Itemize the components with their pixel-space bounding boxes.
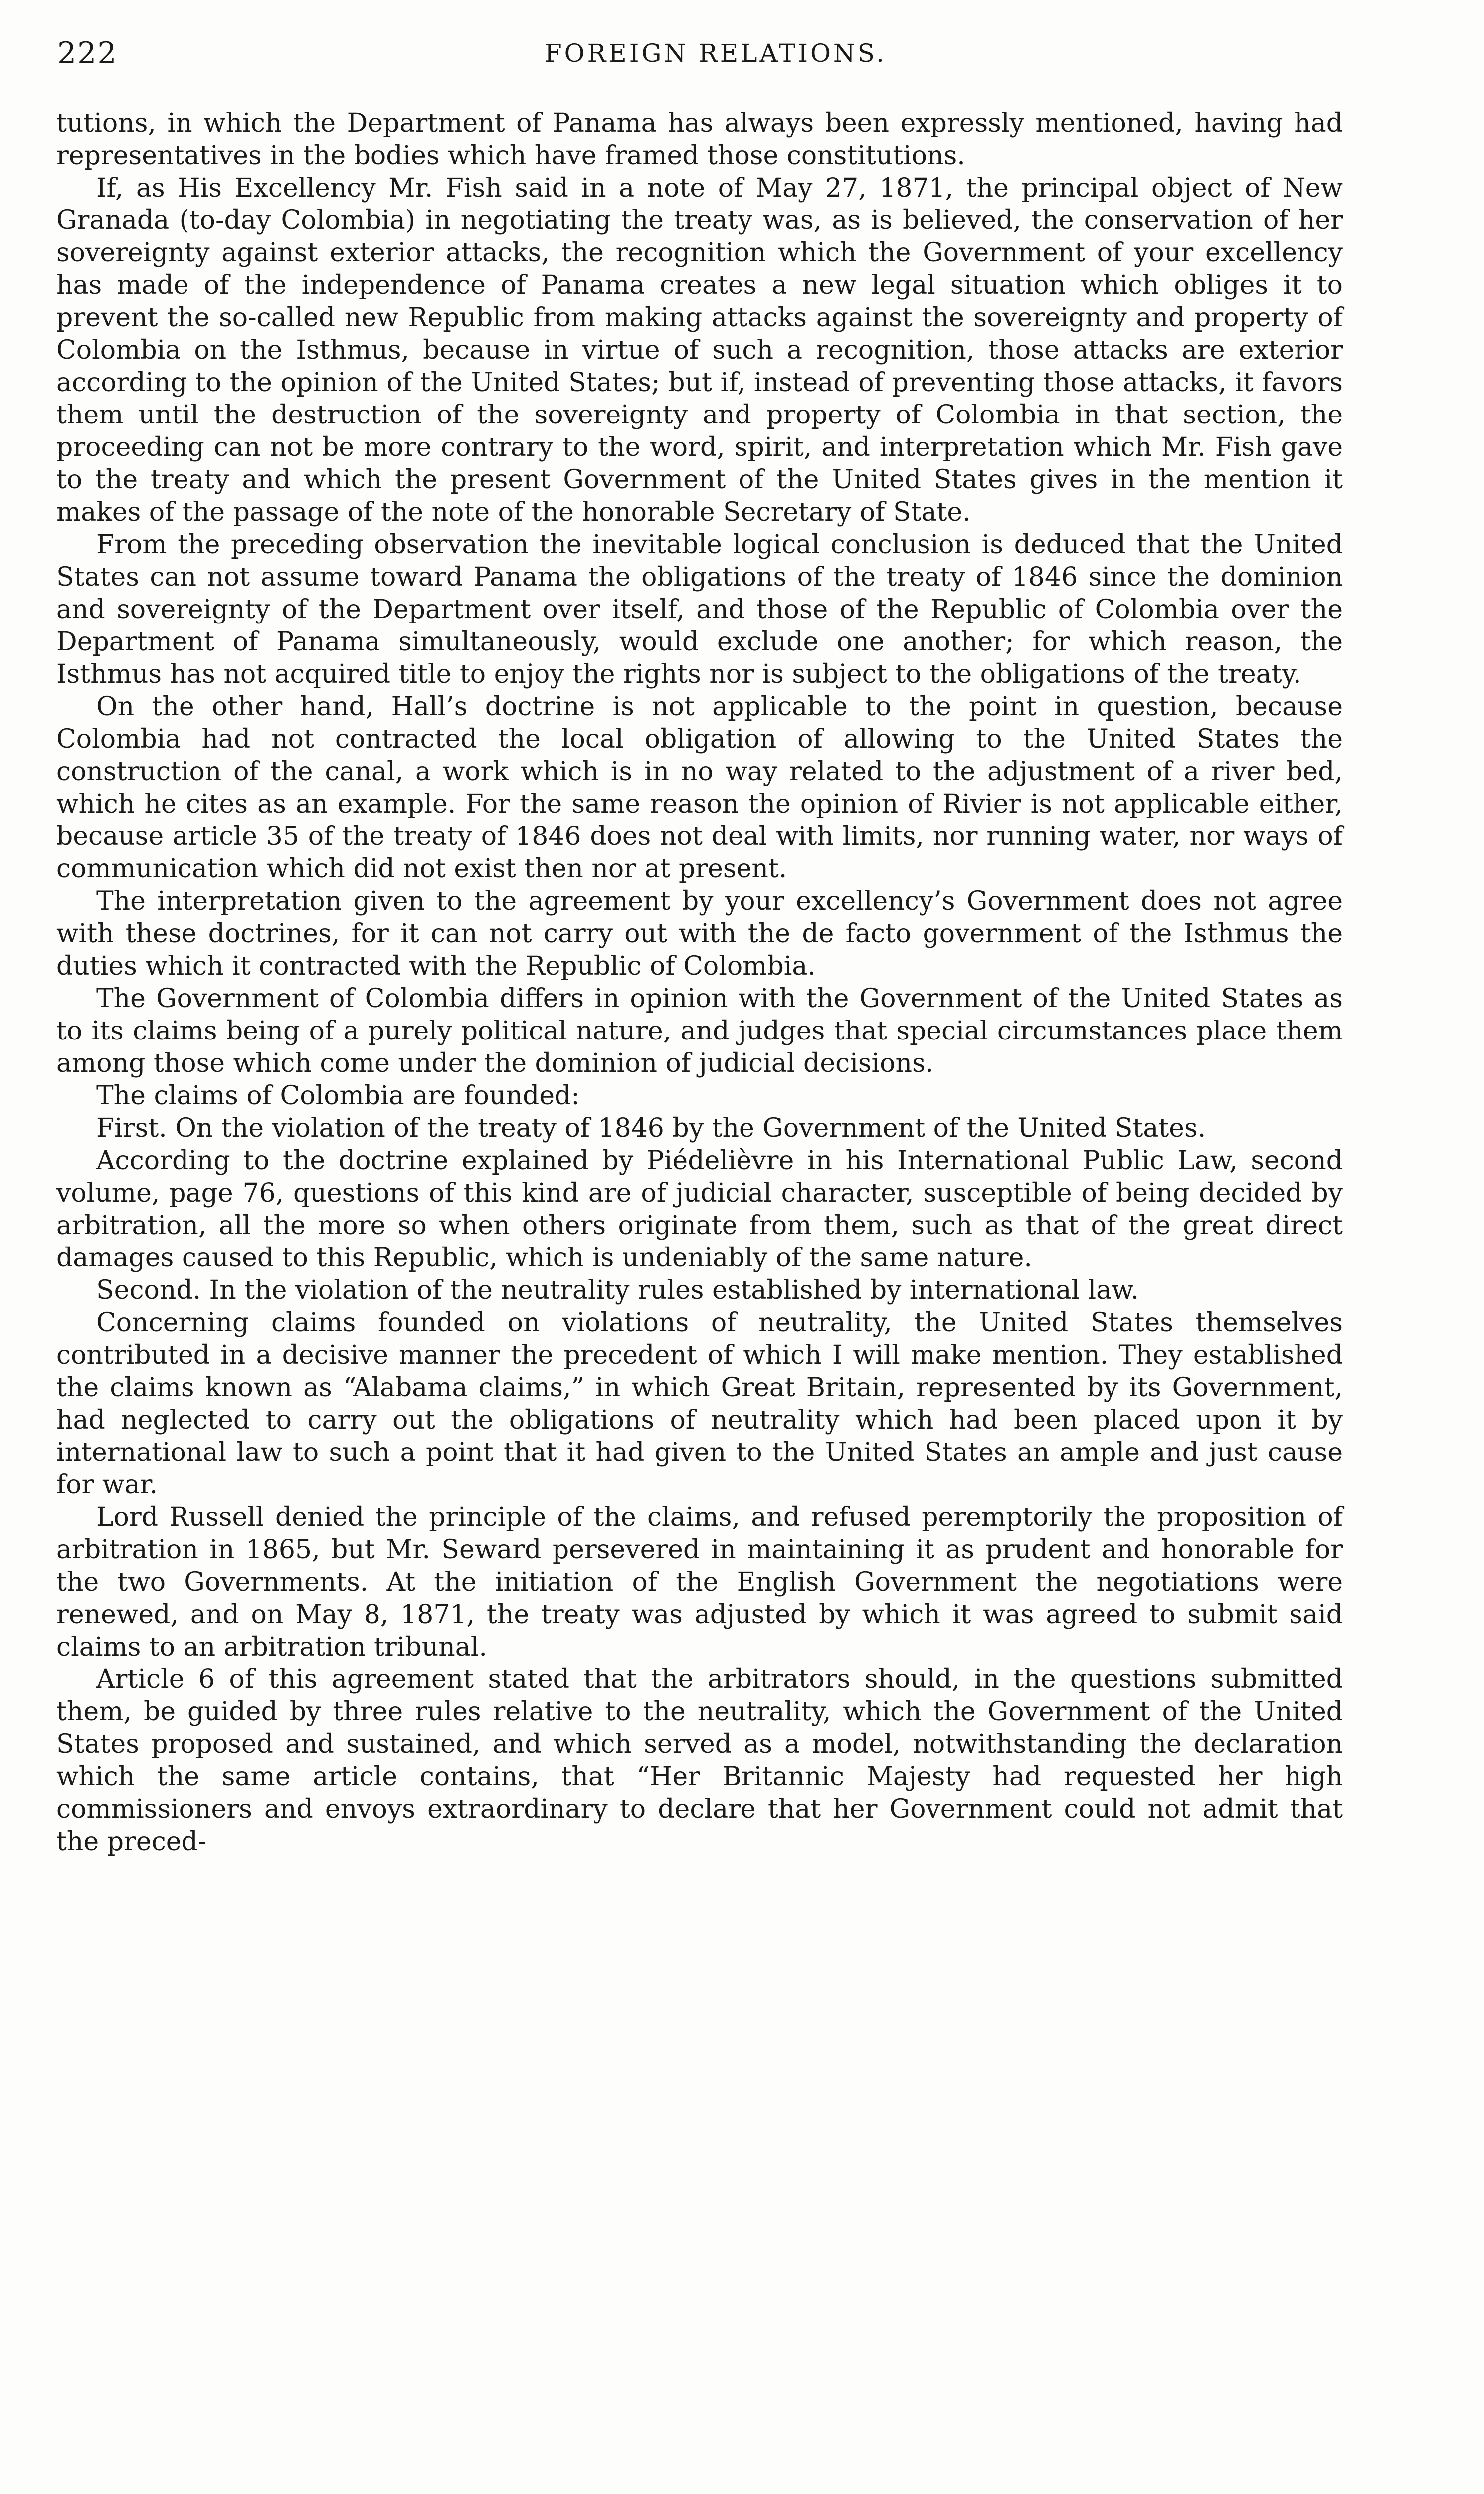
paragraph: Lord Russell denied the principle of the claims, and refused peremptorily the proposition of arbitration in 1865, but Mr. Seward persevered in maintaining it as prudent and honorable for the two Governments. At the initiation of the English Government the negotiations were renewed, and on May 8, 1871, the treaty was adjusted by which it was agreed to submit said claims to an arbitration tribunal. — [56, 1502, 1343, 1662]
paragraph: Concerning claims founded on violations of neutrality, the United States themselves contributed in a decisive manner the precedent of which I will make mention. They established the claims known as “Alabama claims,” in which Great Britain, represented by its Government, had neglected to carry out the obligations of neutrality which had been placed upon it by international law to such a point that it had given to the United States an ample and just cause for war. — [56, 1308, 1343, 1500]
paragraph: First. On the violation of the treaty of 1846 by the Government of the United States. — [96, 1113, 1206, 1143]
running-head — [57, 31, 1374, 76]
paragraph: Article 6 of this agreement stated that the arbitrators should, in the questions submitted them, be guided by three rules relative to the neutrality, which the Government of the United States proposed and sustained, and which served as a model, notwithstanding the declaration which the same article contains, that “Her Britannic Majesty had requested her high commissioners and envoys extraordinary to declare that her Government could not admit that the preced- — [56, 1664, 1343, 1857]
paragraph: The Government of Colombia differs in opinion with the Government of the United States as to its claims being of a purely political nature, and judges that special circumstances place them among those which come under the dominion of judicial decisions. — [56, 984, 1343, 1078]
header-title: FOREIGN RELATIONS. — [544, 39, 887, 68]
paragraph: The claims of Colombia are founded: — [96, 1081, 580, 1111]
paragraph: tutions, in which the Department of Panama has always been expressly mentioned, having had representatives in the bodies which have framed those constitutions. — [56, 108, 1343, 171]
paragraph: From the preceding observation the inevitable logical conclusion is deduced that the United States can not assume toward Panama the obligations of the treaty of 1846 since the dominion and sovereignty of the Department over itself, and those of the Republic of Colombia over the Department of Panama simultaneously, would exclude one another; for which reason, the Isthmus has not acquired title to enjoy the rights nor is subject to the obligations of the treaty. — [56, 530, 1343, 689]
paragraph: Second. In the violation of the neutrality rules established by international law. — [96, 1275, 1139, 1305]
paragraph: On the other hand, Hall’s doctrine is not applicable to the point in question, because Colombia had not contracted the local obligation of allowing to the United States the construction of the canal, a work which is in no way related to the adjustment of a river bed, which he cites as an example. For the same reason the opinion of Rivier is not applicable either, because article 35 of the treaty of 1846 does not deal with limits, nor running water, nor ways of communication which did not exist then nor at present. — [56, 692, 1343, 884]
body-text — [56, 107, 1343, 1858]
paragraph: If, as His Excellency Mr. Fish said in a note of May 27, 1871, the principal object of New Granada (to-day Colombia) in negotiating the treaty was, as is believed, the conservation of her sovereignty against exterior attacks, the recognition which the Government of your excellency has made of the independence of Panama creates a new legal situation which obliges it to prevent the so-called new Republic from making attacks against the sovereignty and property of Colombia on the Isthmus, because in virtue of such a recognition, those attacks are exterior according to the opinion of the United States; but if, instead of preventing those attacks, it favors them until the destruction of the sovereignty and property of Colombia in that section, the proceeding can not be more contrary to the word, spirit, and interpretation which Mr. Fish gave to the treaty and which the present Government of the United States gives in the mention it makes of the passage of the note of the honorable Secretary of State. — [56, 173, 1343, 527]
page-number: 222 — [57, 36, 118, 71]
paragraph: According to the doctrine explained by Piédelièvre in his International Public Law, second volume, page 76, questions of this kind are of judicial character, susceptible of being decided by arbitration, all the more so when others originate from them, such as that of the great direct damages caused to this Republic, which is undeniably of the same nature. — [56, 1146, 1343, 1273]
paragraph: The interpretation given to the agreement by your excellency’s Government does not agree with these doctrines, for it can not carry out with the de facto government of the Isthmus the duties which it contracted with the Republic of Colombia. — [56, 886, 1343, 981]
